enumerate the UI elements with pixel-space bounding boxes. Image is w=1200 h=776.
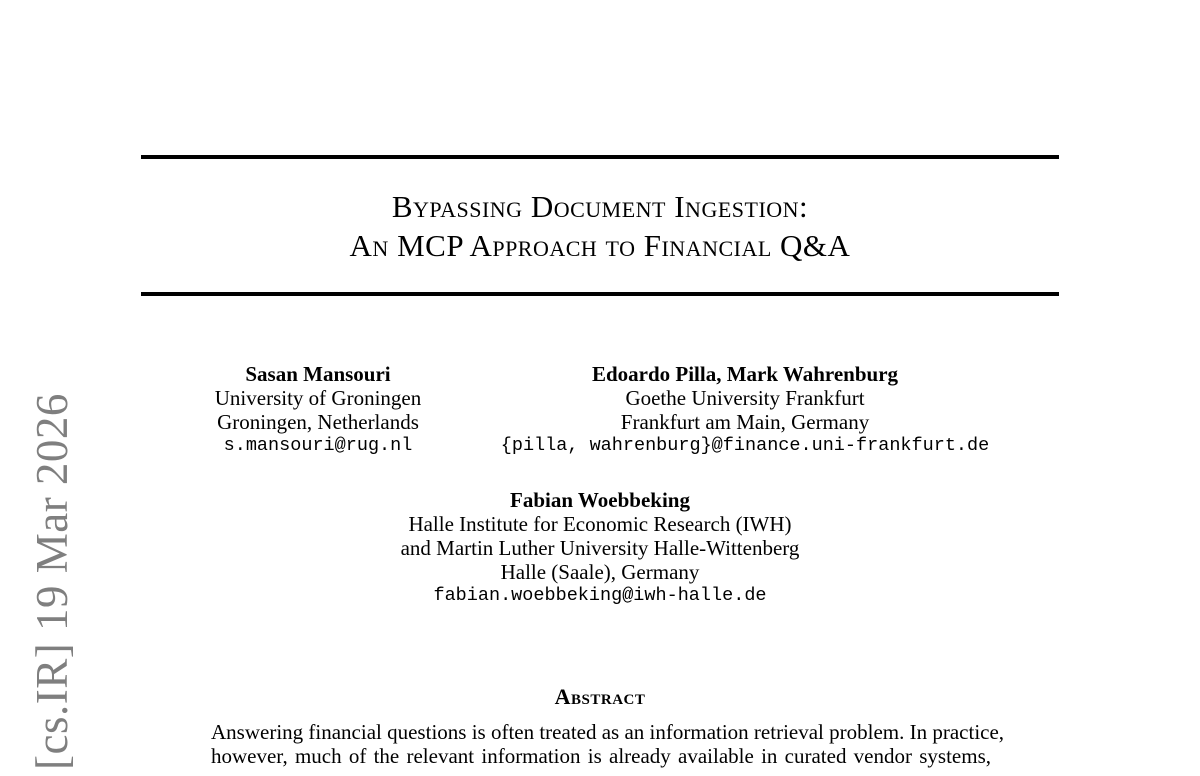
- abstract-heading: Abstract: [554, 684, 646, 709]
- author-name: Edoardo Pilla, Mark Wahrenburg: [591, 362, 899, 386]
- author-block-woebbeking: [300, 488, 900, 608]
- author-block-mansouri: [168, 362, 468, 458]
- author-location: Groningen, Netherlands: [217, 410, 419, 434]
- arxiv-identifier-stamp: [cs.IR] 19 Mar 2026: [27, 393, 77, 770]
- author-email: fabian.woebbeking@iwh-halle.de: [433, 585, 767, 606]
- abstract-line: Answering financial questions is often treated as an information retrieval problem. In practice,: [211, 720, 1005, 744]
- title-rule-bottom: [141, 292, 1059, 296]
- author-name: Sasan Mansouri: [245, 362, 391, 386]
- paper-title-line-1: Bypassing Document Ingestion:: [391, 189, 809, 224]
- author-name: Fabian Woebbeking: [510, 488, 690, 512]
- abstract-body: [211, 720, 1005, 768]
- author-location: Halle (Saale), Germany: [500, 560, 700, 584]
- abstract-line: however, much of the relevant information is already available in curated vendor systems,: [211, 744, 991, 768]
- author-block-pilla-wahrenburg: [470, 362, 1020, 458]
- title-rule-top: [141, 155, 1059, 159]
- paper-title-line-2: An MCP Approach to Financial Q&A: [349, 228, 851, 263]
- author-affiliation: University of Groningen: [214, 386, 422, 410]
- author-affiliation-secondary: and Martin Luther University Halle-Wittenberg: [400, 536, 800, 560]
- author-affiliation: Goethe University Frankfurt: [625, 386, 865, 410]
- author-email: s.mansouri@rug.nl: [223, 435, 413, 456]
- author-location: Frankfurt am Main, Germany: [620, 410, 870, 434]
- author-affiliation: Halle Institute for Economic Research (IWH): [408, 512, 792, 536]
- author-email: {pilla, wahrenburg}@finance.uni-frankfurt.de: [500, 435, 990, 456]
